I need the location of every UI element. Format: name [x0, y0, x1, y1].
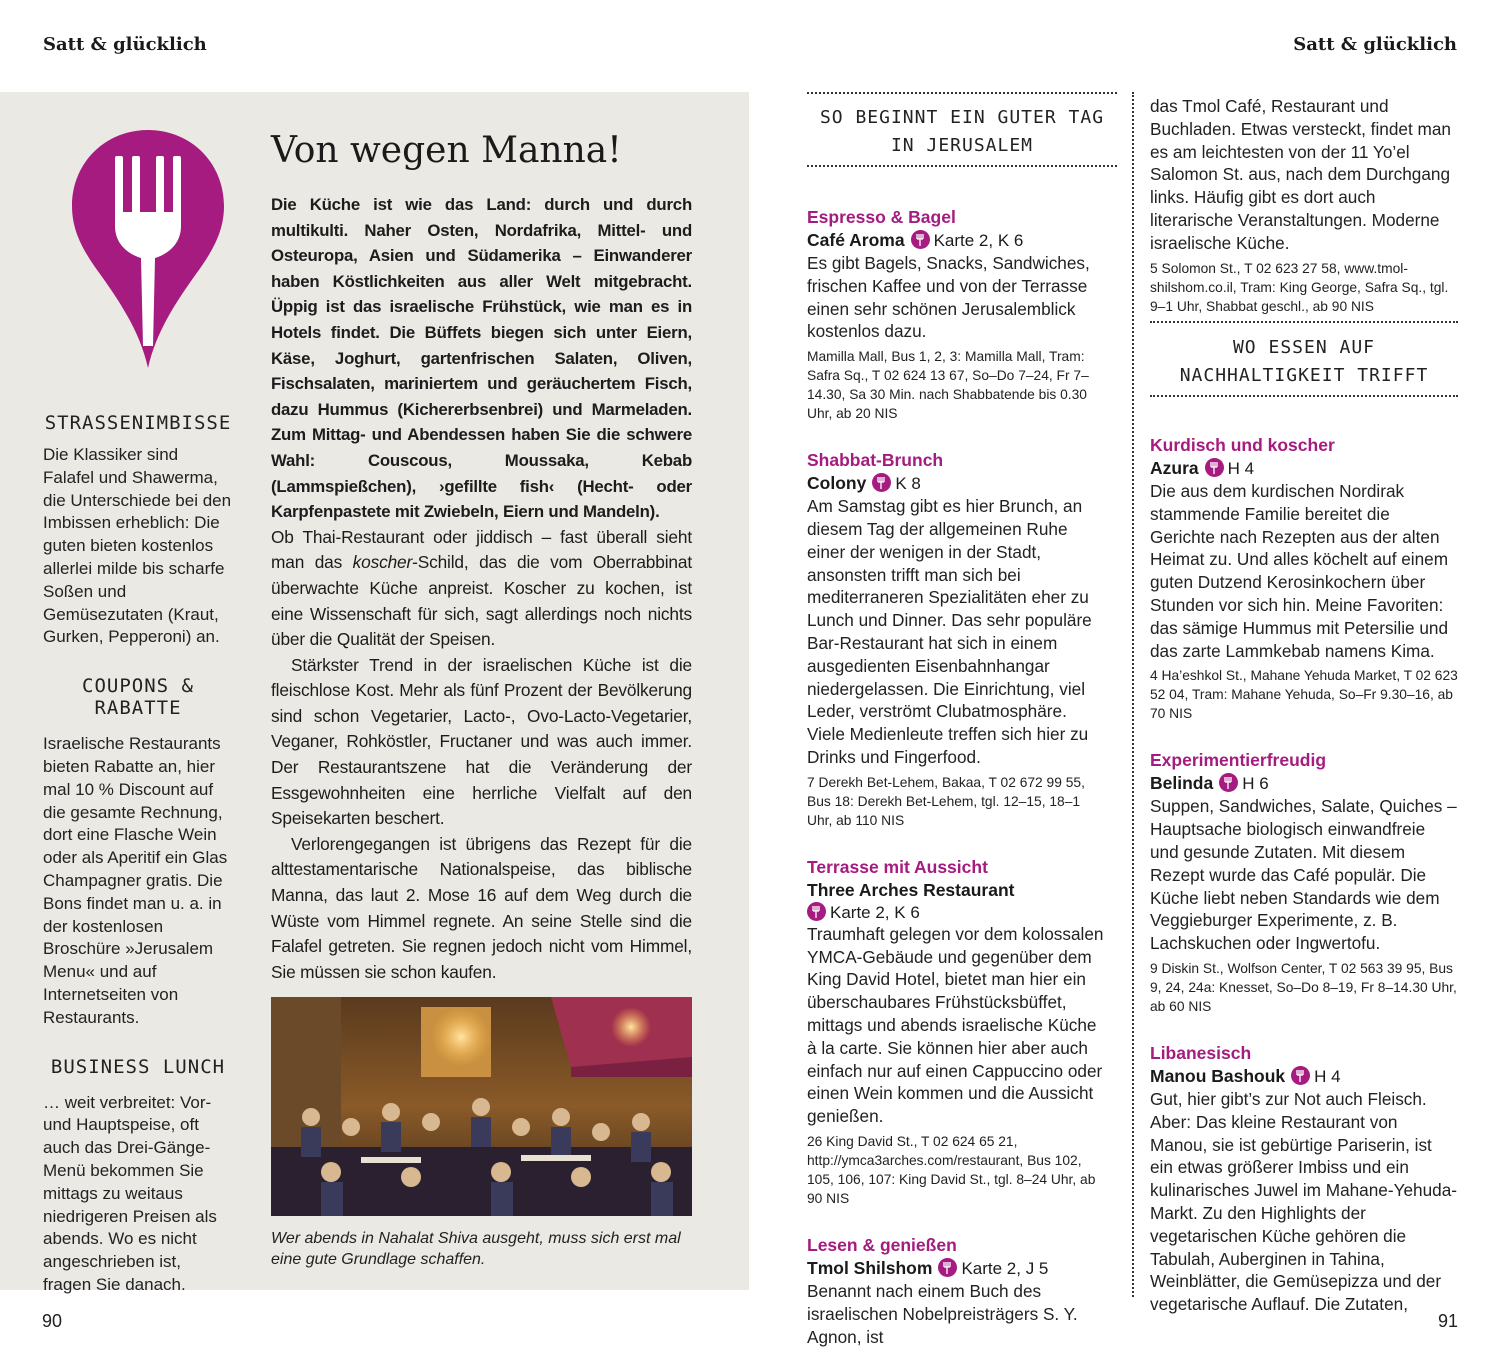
photo-caption: Wer abends in Nahalat Shiva ausgeht, muss sich erst mal eine gute Grundlage schaffen.: [271, 1230, 681, 1268]
listing-description: Gut, hier gibt’s zur Not auch Fleisch. Aber: Das kleine Restaurant von Manou, sie ist gebürtige Pariserin, ist ein etwas größerer Imbiss und ein kulinarisches Juwel im Mahane-Yehuda-Markt. Zu den Highlights der vegetarischen Küche gehören die Tabulah, Auberginen in Tahina, Weinblätter, die Gemüsepizza und der vegetarische Auflauf. Die Zutaten,: [1150, 1088, 1457, 1315]
running-head-right: Satt & glücklich: [1293, 34, 1457, 55]
restaurant-pin-icon: [938, 1258, 957, 1277]
box2-entries: [1150, 434, 1458, 1316]
listing-map-ref: Karte 2, K 6: [830, 902, 920, 922]
listing-map-ref: H 4: [1314, 1066, 1341, 1086]
listing-colony: [807, 449, 1107, 830]
page-number-right: 91: [1437, 1311, 1458, 1331]
article-paragraph-1: Ob Thai-Restaurant oder jiddisch – fast überall sieht man das koscher-Schild, das die vom Oberrabbinat überwachte Küche anpreist. Koscher zu kochen, ist eine Wissenschaft für sich, sagt allerdings noch nichts über die Qualität der Speisen.: [271, 526, 692, 650]
listing-description-continued: das Tmol Café, Restaurant und Buchladen. Etwas versteckt, findet man es am leichtesten von der 11 Yo’el Salomon St. aus, nach dem Durchgang links. Häufig gibt es dort auch literarische Veranstaltungen. Moderne israelische Küche.: [1150, 96, 1451, 253]
running-head-left: Satt & glücklich: [43, 34, 207, 55]
article-paragraph-2: Stärkster Trend in der israelischen Küche ist die fleischlose Kost. Mehr als fünf Prozent der Bevölkerung sind schon Vegetarier, Lacto-, Ovo-Lacto-Vegetarier, Veganer, Rohköstler, Fructaner und was auch immer. Der Restaurantszene hat die Veränderung der Essgewohnheiten eine herrliche Vielfalt auf den Speisekarten beschert.: [271, 654, 692, 829]
listing-map-ref: H 6: [1242, 774, 1269, 794]
listing-category: Espresso & Bagel: [807, 207, 956, 227]
listing-three-arches: [807, 856, 1107, 1208]
listing-category: Experimentierfreudig: [1150, 750, 1327, 771]
listing-category: Shabbat-Brunch: [807, 450, 944, 471]
listing-map-ref: Karte 2, K 6: [933, 231, 1024, 250]
listing-azura: [1150, 434, 1458, 723]
restaurant-pin-icon: [872, 473, 891, 492]
listing-cafe-aroma: [807, 206, 1107, 423]
sidebar-heading-streetfood: STRASSENIMBISSE: [44, 412, 232, 434]
listing-description: Die aus dem kurdischen Nordirak stammende Familie bereitet die Gerichte nach Rezepten aus der alten Heimat zu. Und alles köchelt auf einem guten Dutzend Kerosinkochern über Stunden vor sich hin. Meine Favoriten: das sämige Hummus mit Petersilie und das zarte Lammkebab namens Kima.: [1150, 481, 1449, 661]
listing-category: Terrasse mit Aussicht: [807, 856, 988, 877]
listing-belinda: [1150, 749, 1458, 1016]
box1-top-rule: [807, 92, 1117, 94]
restaurant-pin-icon: [1219, 773, 1238, 792]
listing-name: Azura: [1150, 458, 1199, 478]
restaurant-photo: [271, 997, 692, 1216]
box2-heading: WO ESSEN AUF NACHHALTIGKEIT TRIFFT: [1179, 337, 1429, 386]
sidebar-text-coupons: Israelische Restaurants bieten Rabatte an, hier mal 10 % Discount auf die gesamte Rechnung, dort eine Flasche Wein oder als Aperitif ein Glas Champagner gratis. Die Bons findet man u. a. in der kostenlosen Broschüre »Jerusalem Menu« und auf Internetseiten von Restaurants.: [43, 734, 228, 1027]
listing-name: Colony: [807, 473, 867, 494]
listing-name: Belinda: [1150, 773, 1214, 794]
listing-manou-bashouk: [1150, 1042, 1458, 1316]
listing-map-ref: K 8: [895, 474, 921, 494]
article-paragraph-3: Verlorengegangen ist übrigens das Rezept für die alttestamentarische Nationalspeise, das biblische Manna, das laut 2. Mose 16 auf dem Weg durch die Wüste vom Himmel regnete. An seine Stelle sind die Falafel getreten. Sie regnen jedoch nicht vom Himmel, Sie müssen sie schon kaufen.: [271, 833, 692, 982]
listing-info: Mamilla Mall, Bus 1, 2, 3: Mamilla Mall, Tram: Safra Sq., T 02 624 13 67, So–Do 7–24, Fr 7–14.30, Sa 30 Min. nach Shabbatende bis 0.30 Uhr, ab 20 NIS: [807, 349, 1089, 422]
sidebar-text-lunch: … weit verbreitet: Vor- und Hauptspeise, oft auch das Drei-Gänge-Menü bekommen Sie mittags zu weitaus niedrigeren Preisen als abends. Wo es nicht angeschrieben ist, fragen Sie danach.: [43, 1092, 217, 1294]
article-title: Von wegen Manna!: [271, 130, 622, 171]
fork-pin-icon: [68, 126, 228, 377]
restaurant-pin-icon: [1291, 1066, 1310, 1085]
col3-continued: [1150, 95, 1458, 316]
sidebar-text-streetfood: Die Klassiker sind Falafel und Shawerma, die Unterschiede bei den Imbissen erheblich: Die guten bieten kostenlos allerlei milde bis scharfe Soßen und Gemüsezutaten (Kraut, Gurken, Pepperoni) an.: [43, 445, 232, 647]
listing-description: Am Samstag gibt es hier Brunch, an diesem Tag der allgemeinen Ruhe einer der wenigen in der Stadt, ansonsten trifft man sich bei mediterraneren Spezialitäten eher zu Lunch und Dinner. Das sehr populäre Bar-Restaurant hat sich in einem ausgedienten Eisenbahnhangar niedergelassen. Die Einrichtung, viel Leder, verströmt Clubatmosphäre. Viele Medienleute treffen sich hier zu Drinks und Fingerfood.: [807, 496, 1092, 767]
page-number-left: 90: [42, 1311, 63, 1331]
restaurant-pin-icon: [911, 230, 930, 249]
listing-name: Three Arches Restaurant: [807, 879, 1015, 900]
box1-heading: SO BEGINNT EIN GUTER TAG IN JERUSALEM: [819, 107, 1105, 156]
listing-description: Es gibt Bagels, Snacks, Sandwiches, frischen Kaffee und von der Terrasse einen sehr schönen Jerusalemblick kostenlos dazu.: [807, 253, 1090, 342]
listing-category: Kurdisch und koscher: [1150, 435, 1335, 455]
column-divider: [1132, 92, 1134, 1297]
article-intro: Die Küche ist wie das Land: durch und durch multikulti. Naher Osten, Nordafrika, Mittel- und Osteuropa, Asien und Südamerika – Einwanderer haben Köstlichkeiten aus aller Welt mitgebracht. Üppig ist das israelische Frühstück, wie man es in Hotels findet. Die Büffets biegen sich unter Eiern, Käse, Joghurt, gartenfrischen Salaten, Oliven, Fischsalaten, mariniertem und geräuchertem Fisch, dazu Hummus (Kichererbsenbrei) und Marmeladen. Zum Mittag- und Abendessen haben Sie die schwere Wahl: Couscous, Moussaka, Kebab (Lammspießchen), ›gefillte fish‹ (Hecht- oder Karpfenpastete mit Zwiebeln, Eiern und Mandeln).: [271, 195, 692, 522]
listing-info-continued: 5 Solomon St., T 02 623 27 58, www.tmol-shilshom.co.il, Tram: King George, Safra Sq., tgl. 9–1 Uhr, Shabbat geschl., ab 90 NIS: [1150, 260, 1449, 314]
listing-tmol-shilshom: [807, 1234, 1107, 1348]
box1-bottom-rule: [807, 165, 1117, 167]
listing-description: Traumhaft gelegen vor dem kolossalen YMCA-Gebäude und gegenüber dem King David Hotel, bietet man hier ein überschaubares Frühstücksbüffet, mittags und abends israelische Küche à la carte. Sie können hier aber auch einfach nur auf einen Cappuccino oder einen Wein kommen und die Aussicht genießen.: [807, 923, 1104, 1127]
sidebar-heading-coupons: COUPONS & RABATTE: [82, 675, 194, 720]
restaurant-pin-icon: [807, 902, 826, 921]
sidebar-heading-lunch: BUSINESS LUNCH: [50, 1055, 226, 1078]
listing-info: 26 King David St., T 02 624 65 21, http://ymca3arches.com/restaurant, Bus 102, 105, 106, 107: King David St., tgl. 8–24 Uhr, ab 90 NIS: [807, 1133, 1096, 1206]
article-body: [271, 192, 692, 985]
box1-entries: [807, 206, 1112, 1348]
listing-name: Manou Bashouk: [1150, 1065, 1286, 1086]
listing-description: Suppen, Sandwiches, Salate, Quiches – Hauptsache biologisch einwandfreie und gesunde Zutaten. Mit diesem Rezept wurde das Café populär. Die Küche liebt neben Standards wie dem Veggieburger Experimente, z. B. Lachskuchen oder Ingwertofu.: [1150, 796, 1457, 954]
box2-top-rule: [1150, 321, 1458, 323]
listing-description: Benannt nach einem Buch des israelischen Nobelpreisträgers S. Y. Agnon, ist: [807, 1280, 1078, 1347]
box2-bottom-rule: [1150, 395, 1458, 397]
listing-info: 9 Diskin St., Wolfson Center, T 02 563 39 95, Bus 9, 24, 24a: Knesset, So–Do 8–19, Fr 8–14.30 Uhr, ab 60 NIS: [1150, 960, 1457, 1014]
listing-name: Tmol Shilshom: [807, 1257, 933, 1278]
listing-category: Lesen & genießen: [807, 1234, 957, 1255]
listing-name: Café Aroma: [807, 230, 905, 250]
listing-info: 4 Ha’eshkol St., Mahane Yehuda Market, T 02 623 52 04, Tram: Mahane Yehuda, So–Fr 9.30–16, ab 70 NIS: [1150, 668, 1458, 722]
sidebar-tips: [43, 412, 233, 1297]
listing-map-ref: H 4: [1227, 459, 1255, 478]
restaurant-pin-icon: [1205, 458, 1224, 477]
listing-map-ref: Karte 2, J 5: [961, 1258, 1049, 1278]
listing-category: Libanesisch: [1150, 1042, 1252, 1063]
listing-info: 7 Derekh Bet-Lehem, Bakaa, T 02 672 99 55, Bus 18: Derekh Bet-Lehem, tgl. 12–15, 18–1 Uhr, ab 110 NIS: [807, 774, 1085, 828]
